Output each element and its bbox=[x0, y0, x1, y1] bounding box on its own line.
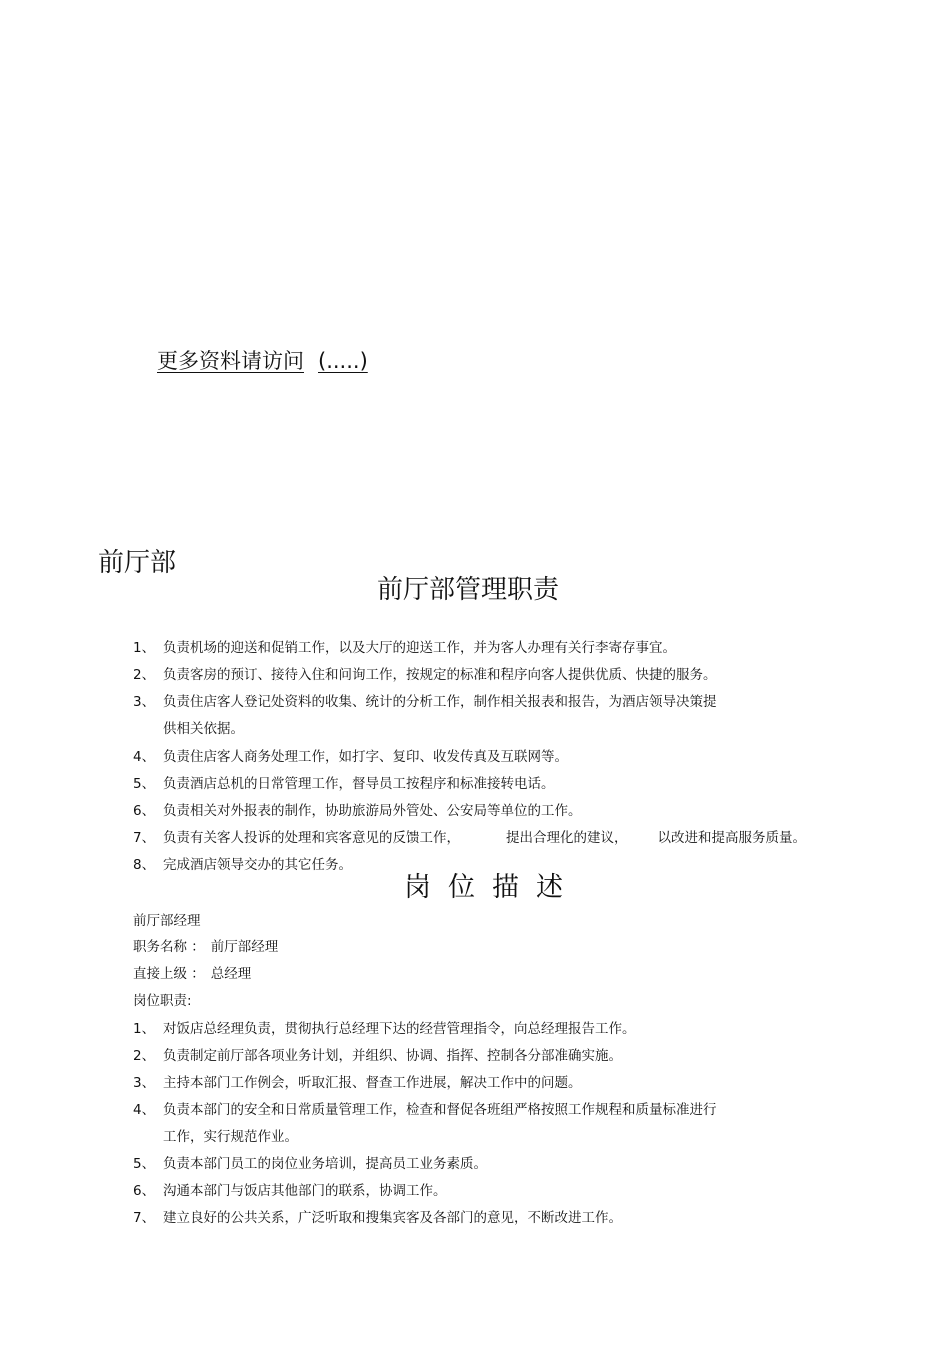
item-number: 7、 bbox=[133, 830, 156, 846]
item-number: 4、 bbox=[133, 749, 156, 765]
more-info-url: (.....) bbox=[318, 349, 368, 373]
item-text-part: 负责有关客人投诉的处理和宾客意见的反馈工作， bbox=[163, 830, 460, 846]
item-number: 2、 bbox=[133, 1048, 156, 1064]
supervisor-line bbox=[133, 964, 251, 984]
item-text: 沟通本部门与饭店其他部门的联系，协调工作。 bbox=[163, 1183, 447, 1199]
item-text: 供相关依据。 bbox=[163, 721, 244, 737]
item-text: 负责机场的迎送和促销工作，以及大厅的迎送工作，并为客人办理有关行李寄存事宜。 bbox=[163, 640, 676, 656]
item-text: 负责相关对外报表的制作，协助旅游局外管处、公安局等单位的工作。 bbox=[163, 803, 582, 819]
item-text-part: 以改进和提高服务质量。 bbox=[657, 830, 806, 846]
item-text: 负责制定前厅部各项业务计划，并组织、协调、指挥、控制各分部准确实施。 bbox=[163, 1048, 622, 1064]
job-name-value: 前厅部经理 bbox=[210, 939, 279, 955]
supervisor-label: 直接上级 ： bbox=[133, 966, 205, 982]
item-number: 1、 bbox=[133, 640, 156, 656]
item-number: 1、 bbox=[133, 1021, 156, 1037]
job-description-title: 岗位描述 bbox=[404, 872, 580, 903]
item-text: 主持本部门工作例会，听取汇报、督查工作进展，解决工作中的问题。 bbox=[163, 1075, 582, 1091]
supervisor-value: 总经理 bbox=[210, 966, 252, 982]
item-text: 负责客房的预订、接待入住和问询工作，按规定的标准和程序向客人提供优质、快捷的服务。 bbox=[163, 667, 717, 683]
item-text: 工作，实行规范作业。 bbox=[163, 1129, 298, 1145]
item-text: 负责住店客人登记处资料的收集、统计的分析工作，制作相关报表和报告，为酒店领导决策提 bbox=[163, 694, 717, 710]
more-info-link[interactable] bbox=[157, 346, 368, 376]
item-text: 完成酒店领导交办的其它任务。 bbox=[163, 857, 352, 873]
duties-title: 前厅部管理职责 bbox=[376, 575, 559, 605]
item-text: 对饭店总经理负责，贯彻执行总经理下达的经营管理指令，向总经理报告工作。 bbox=[163, 1021, 636, 1037]
job-name-label: 职务名称 ： bbox=[133, 939, 205, 955]
section-heading: 前厅部 bbox=[98, 548, 177, 578]
item-number: 3、 bbox=[133, 1075, 156, 1091]
item-number: 8、 bbox=[133, 857, 156, 873]
item-number: 3、 bbox=[133, 694, 156, 710]
item-number: 7、 bbox=[133, 1210, 156, 1226]
item-text: 负责酒店总机的日常管理工作，督导员工按程序和标准接转电话。 bbox=[163, 776, 555, 792]
item-text bbox=[163, 828, 806, 848]
responsibilities-label: 岗位职责: bbox=[133, 993, 192, 1009]
item-text: 负责住店客人商务处理工作，如打字、复印、收发传真及互联网等。 bbox=[163, 749, 568, 765]
item-text: 负责本部门员工的岗位业务培训，提高员工业务素质。 bbox=[163, 1156, 487, 1172]
item-number: 6、 bbox=[133, 1183, 156, 1199]
item-number: 2、 bbox=[133, 667, 156, 683]
job-name-line bbox=[133, 937, 278, 957]
position-text: 前厅部经理 bbox=[133, 913, 201, 929]
item-number: 5、 bbox=[133, 776, 156, 792]
item-number: 6、 bbox=[133, 803, 156, 819]
item-text: 负责本部门的安全和日常质量管理工作，检查和督促各班组严格按照工作规程和质量标准进行 bbox=[163, 1102, 717, 1118]
item-number: 4、 bbox=[133, 1102, 156, 1118]
item-text-part: 提出合理化的建议， bbox=[506, 830, 628, 846]
item-number: 5、 bbox=[133, 1156, 156, 1172]
item-text: 建立良好的公共关系，广泛听取和搜集宾客及各部门的意见，不断改进工作。 bbox=[163, 1210, 622, 1226]
more-info-text: 更多资料请访问 bbox=[157, 349, 304, 373]
